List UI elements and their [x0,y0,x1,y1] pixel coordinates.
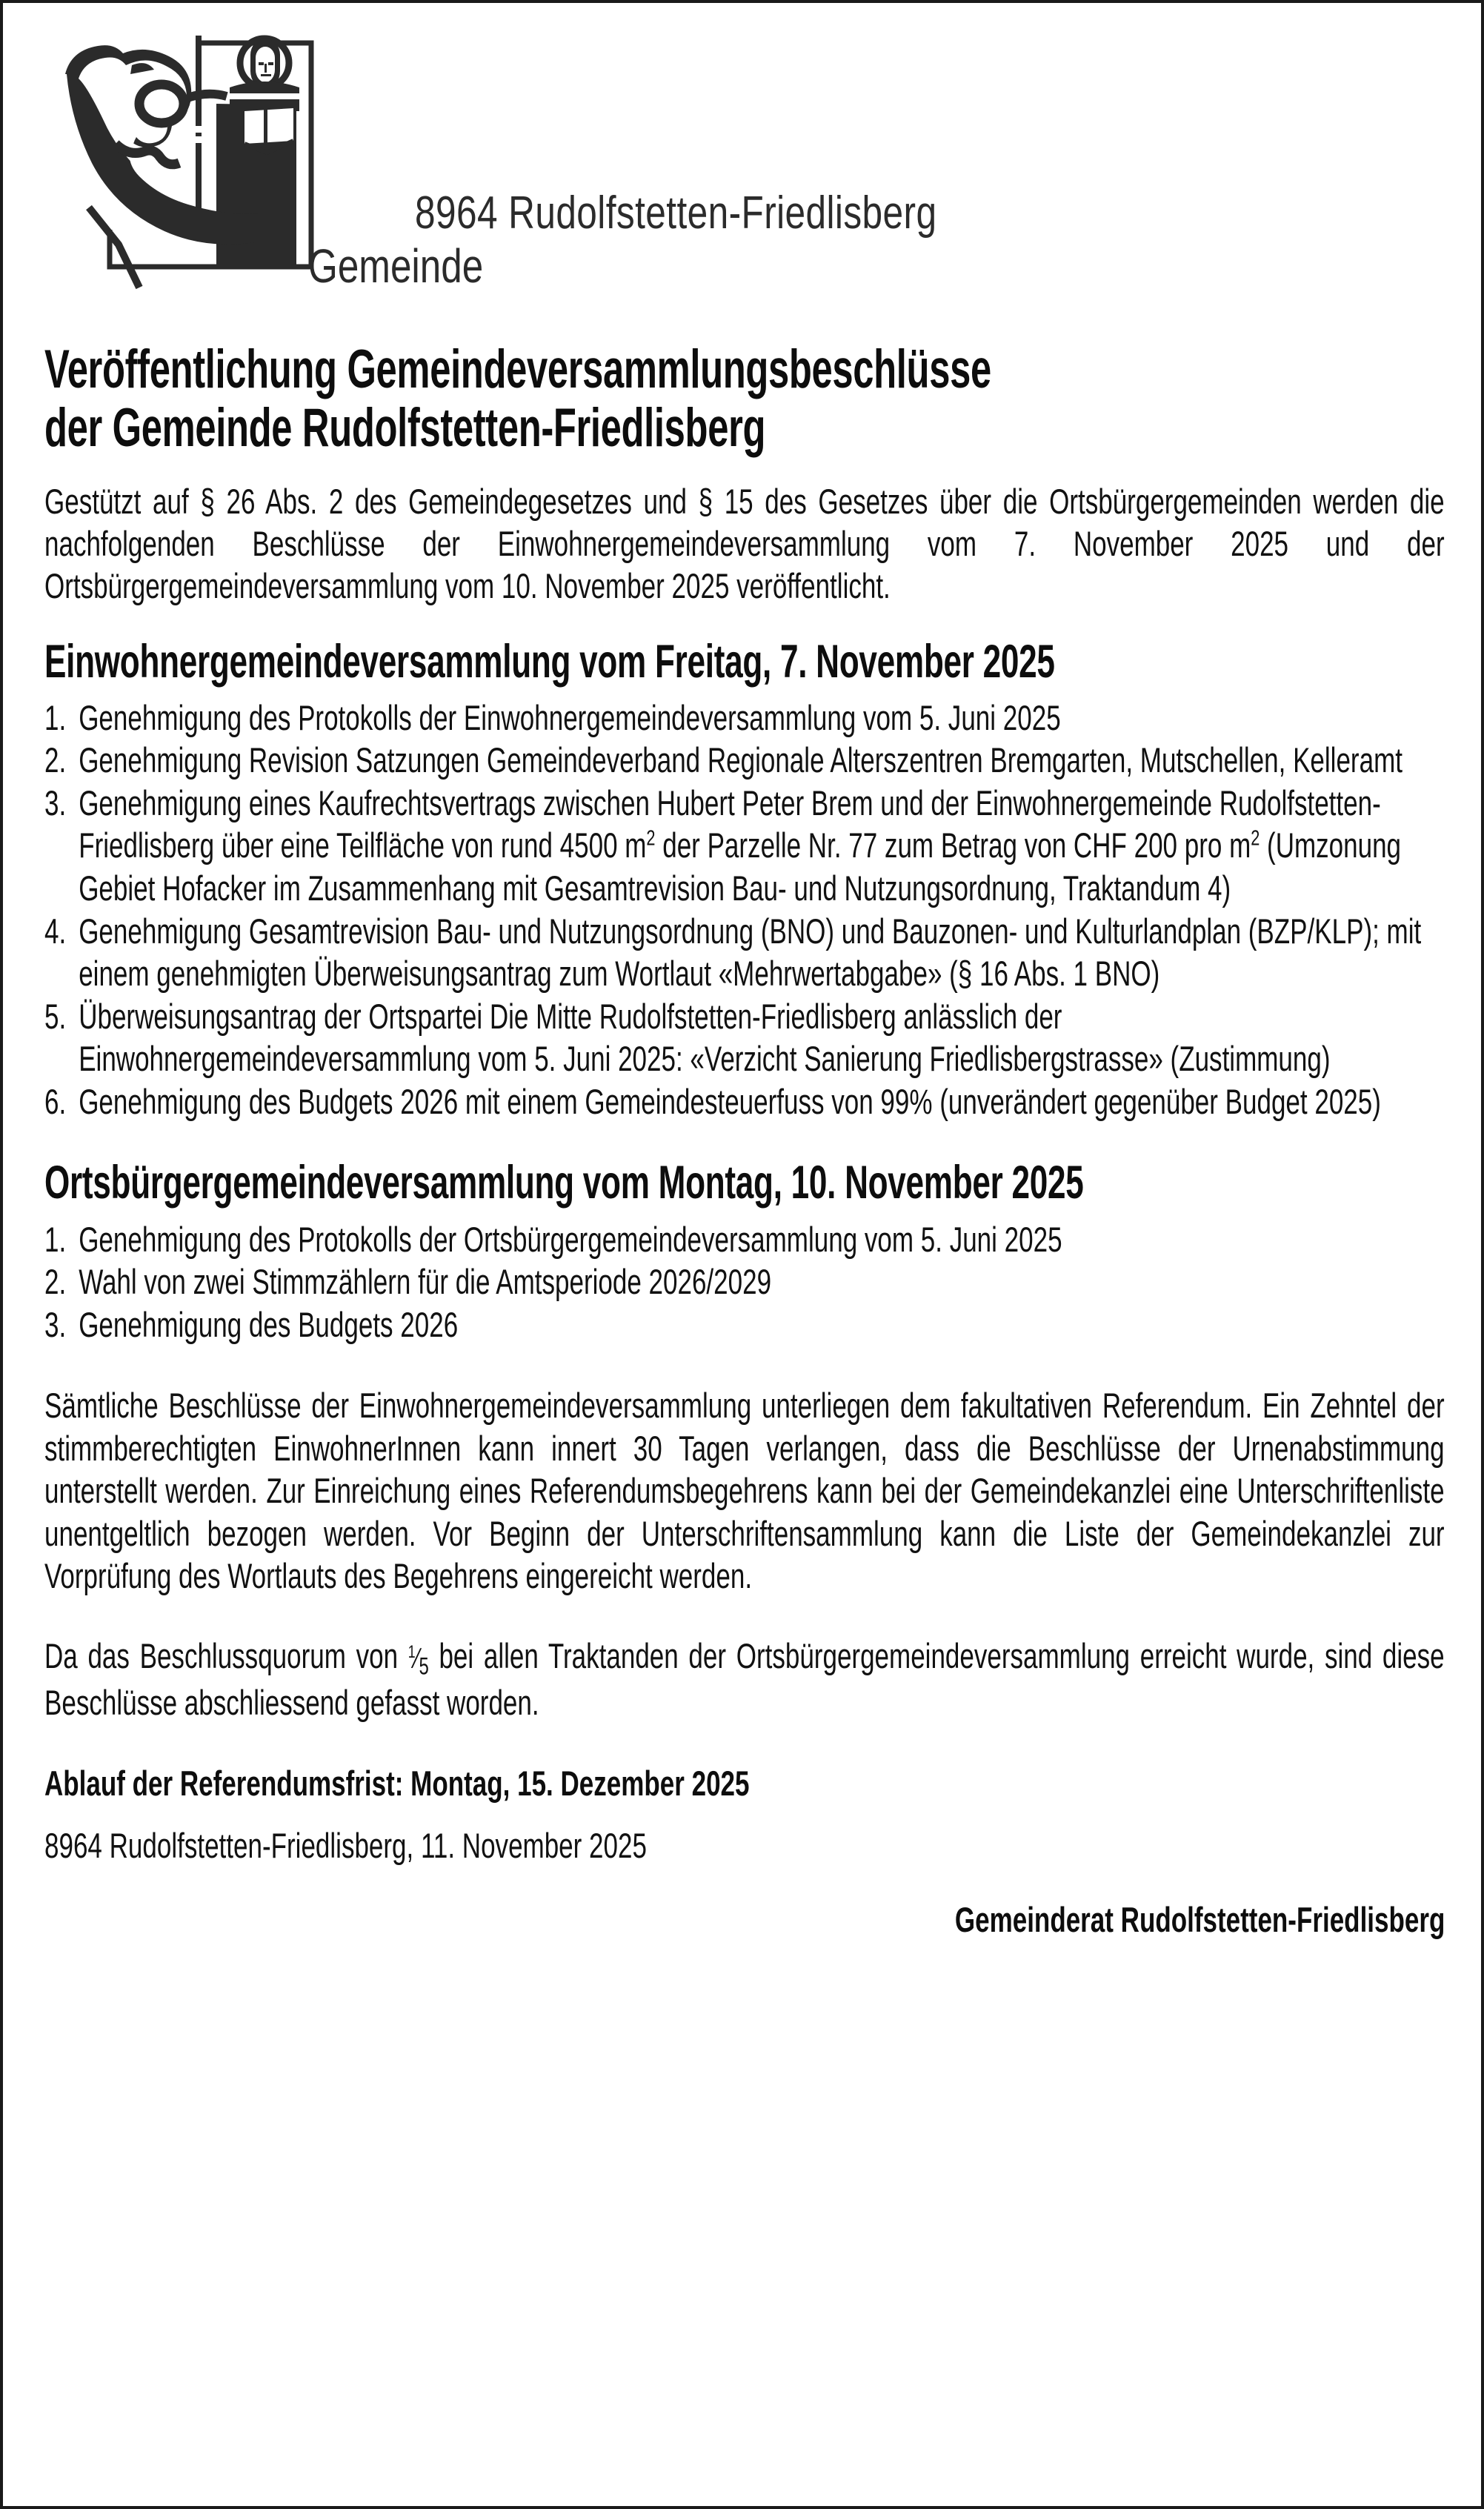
list-item-number: 1. [44,1219,67,1259]
quorum-text-post: bei allen Traktanden der Ortsbürgergemeindeversammlung erreicht wurde, sind diese Beschlüsse abschliessend gefasst worden. [44,1636,1445,1723]
list-item [44,910,1445,995]
list-item-number: 2. [44,740,67,780]
list-item-text: Genehmigung Gesamtrevision Bau- und Nutzungsordnung (BNO) und Bauzonen- und Kulturlandplan (BZP/KLP); mit einem genehmigten Überweisungsantrag zum Wortlaut «Mehrwertabgabe» (§ 16 Abs. 1 BNO) [79,911,1422,994]
list-item-number: 3. [44,782,67,823]
list-item [44,1218,1445,1261]
masthead-municipality-word: Gemeinde [308,239,484,293]
section-title-einwohnergemeindeversammlung: Einwohnergemeindeversammlung vom Freitag, 7. November 2025 [44,635,1055,688]
list-item-text: Genehmigung Revision Satzungen Gemeindeverband Regionale Alterszentren Bremgarten, Mutschellen, Kelleramt [79,740,1403,780]
list-item-number: 5. [44,996,67,1036]
page-title-line1: Veröffentlichung Gemeindeversammlungsbeschlüsse [44,339,991,399]
list-item-text: Genehmigung des Protokolls der Ortsbürgergemeindeversammlung vom 5. Juni 2025 [79,1219,1062,1259]
list-item [44,782,1445,910]
list-item [44,1260,1445,1303]
list-item-text: Überweisungsantrag der Ortspartei Die Mitte Rudolfstetten-Friedlisberg anlässlich der Einwohnergemeindeversammlung vom 5. Juni 2025: «Verzicht Sanierung Friedlisbergstrasse» (Zustimmung) [79,996,1331,1079]
place-and-date: 8964 Rudolfstetten-Friedlisberg, 11. November 2025 [44,1826,647,1866]
list-item [44,1080,1445,1123]
list-item-number: 2. [44,1262,67,1302]
quorum-paragraph [44,1635,1445,1724]
list-item-text: Genehmigung des Budgets 2026 [79,1304,459,1344]
signature-line: Gemeinderat Rudolfstetten-Friedlisberg [954,1900,1445,1940]
list-item [44,995,1445,1080]
masthead [44,16,1445,328]
agenda-list-ortsbuerger [44,1218,1445,1346]
list-item-text: Wahl von zwei Stimmzählern für die Amtsperiode 2026/2029 [79,1262,772,1302]
list-item-text-pre: Genehmigung eines Kaufrechtsvertrags zwischen Hubert Peter Brem und der Einwohnergemeinde Rudolfstetten-Friedlisberg über eine Teilfläche von rund 4500 m [79,782,1381,865]
list-item-number: 1. [44,697,67,737]
list-item-text-post: (Umzonung Gebiet Hofacker im Zusammenhang mit Gesamtrevision Bau- und Nutzungsordnung, Traktandum 4) [79,825,1402,908]
referendum-paragraph: Sämtliche Beschlüsse der Einwohnergemeindeversammlung unterliegen dem fakultativen Referendum. Ein Zehntel der stimmberechtigten EinwohnerInnen kann innert 30 Tagen verlangen, dass die Beschlüsse der Urnenabstimmung unterstellt werden. Zur Einreichung eines Referendumsbegehrens kann bei der Gemeindekanzlei eine Unterschriftenliste unentgeltlich bezogen werden. Vor Beginn der Unterschriftensammlung kann die Liste der Gemeindekanzlei zur Vorprüfung des Wortlauts des Begehrens eingereicht werden. [44,1386,1445,1596]
masthead-place: 8964 Rudolfstetten-Friedlisberg [415,187,937,239]
superscript-square: 2 [646,826,656,851]
intro-paragraph: Gestützt auf § 26 Abs. 2 des Gemeindegesetzes und § 15 des Gesetzes über die Ortsbürgergemeinden werden die nachfolgenden Beschlüsse der Einwohnergemeindeversammlung vom 7. November 2025 und der Ortsbürgergemeindeversammlung vom 10. November 2025 veröffentlicht. [44,481,1445,606]
masthead-text [267,16,1378,328]
quorum-fraction: $^1⁄_5$ [407,1642,429,1680]
referendum-deadline: Ablauf der Referendumsfrist: Montag, 15. Dezember 2025 [44,1763,750,1803]
list-item-text: Genehmigung des Protokolls der Einwohnergemeindeversammlung vom 5. Juni 2025 [79,697,1061,737]
list-item-number: 4. [44,911,67,951]
agenda-list-einwohner [44,697,1445,1123]
superscript-square: 2 [1251,826,1260,851]
list-item [44,739,1445,782]
list-item [44,697,1445,740]
list-item-number: 6. [44,1081,67,1121]
section-title-ortsbuergergemeindeversammlung: Ortsbürgergemeindeversammlung vom Montag, 10. November 2025 [44,1157,1084,1209]
list-item-text-mid: der Parzelle Nr. 77 zum Betrag von CHF 200 pro m [655,825,1251,865]
quorum-text-pre: Da das Beschlussquorum von [44,1636,408,1676]
page-title [44,341,1426,458]
list-item [44,1303,1445,1346]
list-item-number: 3. [44,1304,67,1344]
page-content [44,16,1445,1941]
list-item-text: Genehmigung des Budgets 2026 mit einem Gemeindesteuerfuss von 99% (unverändert gegenüber Budget 2025) [79,1081,1381,1121]
page-title-line2: der Gemeinde Rudolfstetten-Friedlisberg [44,397,766,458]
